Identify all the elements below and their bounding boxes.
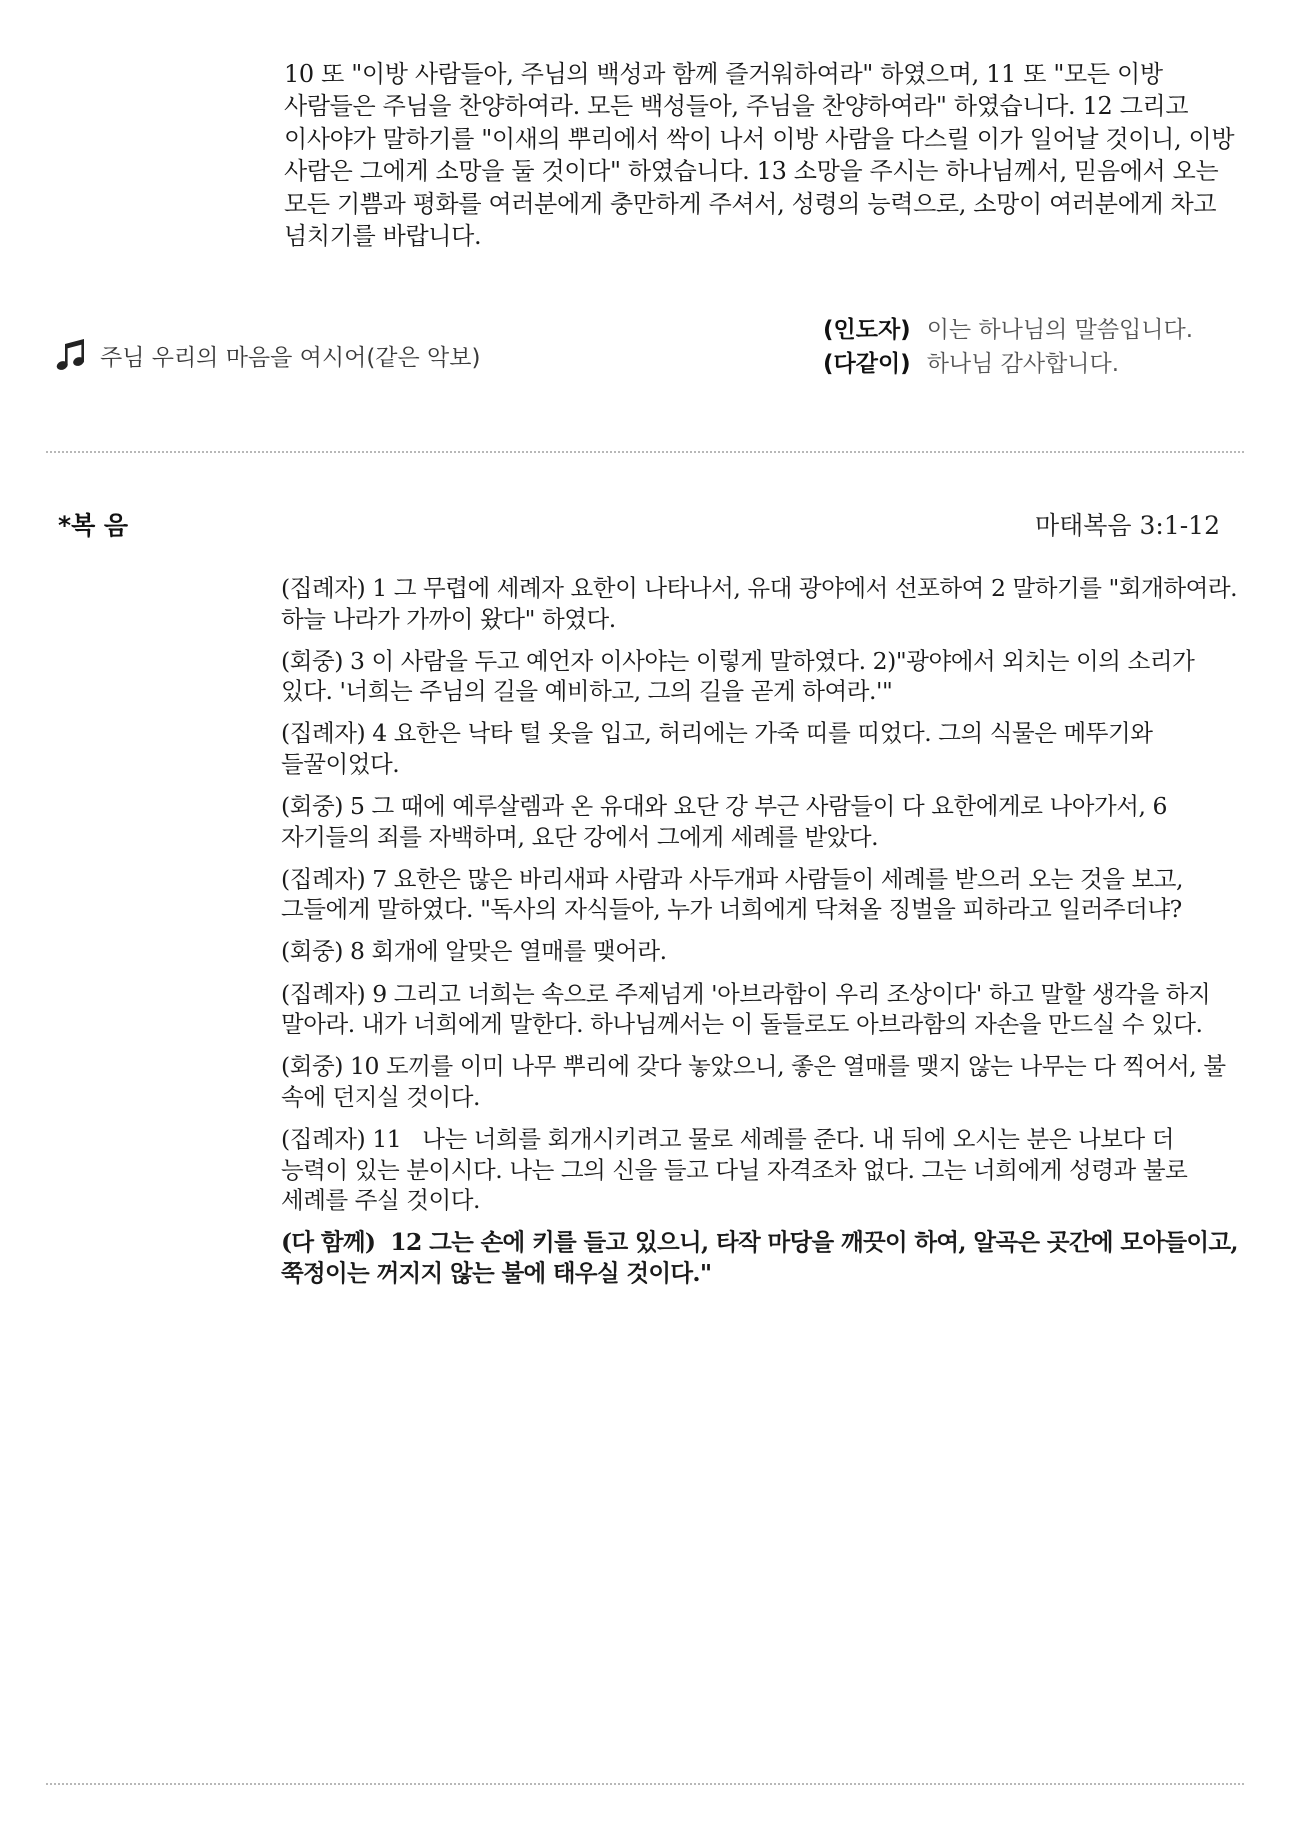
speaker-role: (집례자) <box>281 574 366 602</box>
responsive-paragraph <box>281 979 1243 1040</box>
response-line <box>823 313 1193 347</box>
responsive-paragraph <box>281 573 1243 634</box>
speaker-role: (회중) <box>281 792 343 821</box>
responsive-paragraph <box>281 864 1243 925</box>
responsive-paragraph <box>281 791 1243 852</box>
verse-text: 12 그는 손에 키를 들고 있으니, 타작 마당을 깨끗이 하여, 알곡은 곳간에 모아들이고, 쭉정이는 꺼지지 않는 불에 태우실 것이다." <box>281 1228 1246 1287</box>
responsive-paragraph <box>281 1124 1243 1216</box>
verse-text: 1 그 무렵에 세례자 요한이 나타나서, 유대 광야에서 선포하여 2 말하기를 "회개하여라. 하늘 나라가 가까이 왔다" 하였다. <box>281 574 1245 633</box>
speaker-role: (집례자) <box>281 864 366 893</box>
unison-paragraph <box>281 1227 1246 1288</box>
verse-text: 10 도끼를 이미 나무 뿌리에 갖다 놓았으니, 좋은 열매를 맺지 않는 나무는 다 찍어서, 불 속에 던지실 것이다. <box>281 1052 1233 1111</box>
speaker-role: (집례자) <box>281 1124 366 1153</box>
hymn-row <box>56 338 480 372</box>
response-role: (인도자) <box>823 317 911 343</box>
responsive-paragraph <box>281 718 1243 779</box>
speaker-role: (회중) <box>281 646 343 675</box>
response-line <box>823 347 1193 381</box>
speaker-role: (집례자) <box>281 719 366 748</box>
verse-text: 11 나는 너희를 회개시키려고 물로 세례를 준다. 내 뒤에 오시는 분은 나보다 더 능력이 있는 분이시다. 나는 그의 신을 들고 다닐 자격조차 없다. 그는 너희에게 성령과 불로 세례를 주실 것이다. <box>281 1124 1195 1215</box>
responsive-paragraph <box>281 936 1243 967</box>
scripture-reading <box>284 58 1242 252</box>
verse-text: 4 요한은 낙타 털 옷을 입고, 허리에는 가죽 띠를 띠었다. 그의 식물은 메뚜기와 들꿀이었다. <box>281 719 1160 778</box>
dotted-divider <box>46 451 1244 453</box>
response-role: (다같이) <box>823 351 911 377</box>
speaker-role: (회중) <box>281 1052 343 1081</box>
speaker-role: (회중) <box>281 937 343 966</box>
verse-text: 5 그 때에 예루살렘과 온 유대와 요단 강 부근 사람들이 다 요한에게로 나아가서, 6 자기들의 죄를 자백하며, 요단 강에서 그에게 세례를 받았다. <box>281 792 1175 851</box>
dotted-divider <box>46 1783 1244 1785</box>
response-text: 이는 하나님의 말씀입니다. <box>926 317 1194 343</box>
verse-text: 7 요한은 많은 바리새파 사람과 사두개파 사람들이 세례를 받으러 오는 것을 보고, 그들에게 말하였다. "독사의 자식들아, 누가 너희에게 닥쳐올 징벌을 피하라고 일러주더냐? <box>281 864 1191 924</box>
verse-text: 3 이 사람을 두고 예언자 이사야는 이렇게 말하였다. 2)"광야에서 외치는 이의 소리가 있다. '너희는 주님의 길을 예비하고, 그의 길을 곧게 하여라.'" <box>281 646 1202 706</box>
gospel-reading <box>281 573 1246 1300</box>
verse-text: 9 그리고 너희는 속으로 주제넘게 '아브라함이 우리 조상이다' 하고 말할 생각을 하지 말아라. 내가 너희에게 말한다. 하나님께서는 이 돌들로도 아브라함의 자손을 만드실 수 있다. <box>281 979 1218 1039</box>
speaker-role: (집례자) <box>281 979 366 1008</box>
reading-text: 10 또 "이방 사람들아, 주님의 백성과 함께 즐거워하여라" 하였으며, 11 또 "모든 이방 사람들은 주님을 찬양하여라. 모든 백성들아, 주님을 찬양하여라" 하였습니다. 12 그리고 이사야가 말하기를 "이새의 뿌리에서 싹이 나서 이방 사람을 다스릴 이가 일어날 것이니, 이방 사람은 그에게 소망을 둘 것이다" 하였습니다. 13 소망을 주시는 하나님께서, 믿음에서 오는 모든 기쁨과 평화를 여러분에게 충만하게 주셔서, 성령의 능력으로, 소망이 여러분에게 차고 넘치기를 바랍니다. <box>284 60 1235 251</box>
hymn-title: 주님 우리의 마음을 여시어(같은 악보) <box>100 344 481 371</box>
section-title: *복 음 <box>58 511 129 540</box>
response-text: 하나님 감사합니다. <box>926 351 1120 377</box>
responsive-paragraph <box>281 1051 1243 1112</box>
music-note-icon <box>56 338 86 372</box>
speaker-role: (다 함께) <box>281 1228 376 1257</box>
verse-text: 8 회개에 알맞은 열매를 맺어라. <box>342 937 667 966</box>
response-block <box>823 313 1193 381</box>
responsive-paragraph <box>281 646 1243 707</box>
scripture-reference: 마태복음 3:1-12 <box>1034 511 1220 540</box>
